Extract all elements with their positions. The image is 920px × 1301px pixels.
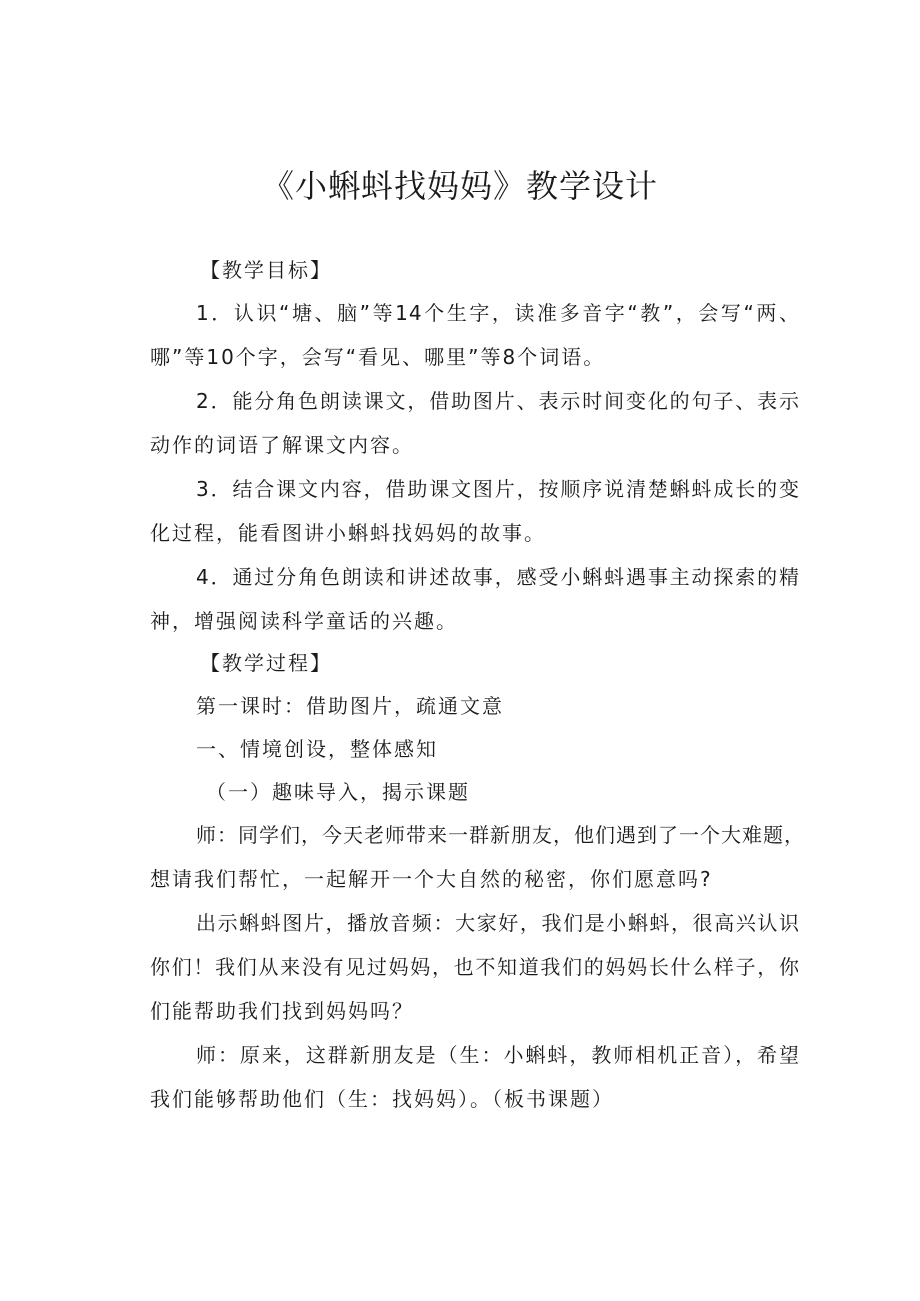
- lesson-heading: 第一课时：借助图片，疏通文意: [196, 694, 504, 718]
- paragraph-2-line-3: 们能帮助我们找到妈妈吗？: [150, 999, 414, 1023]
- subpart-heading: （一）趣味导入，揭示课题: [206, 780, 470, 804]
- paragraph-1-line-2: 想请我们帮忙，一起解开一个大自然的秘密，你们愿意吗?: [150, 867, 713, 891]
- section-heading-objectives: 【教学目标】: [200, 258, 332, 282]
- objective-1-line-1: 1．认识“塘、脑”等14个生字，读准多音字“教”，会写“两、: [196, 301, 800, 325]
- paragraph-1-line-1: 师：同学们，今天老师带来一群新朋友，他们遇到了一个大难题，: [196, 823, 805, 847]
- objective-1-line-2: 哪”等10个字，会写“看见、哪里”等8个词语。: [150, 345, 606, 369]
- objective-4-line-1: 4．通过分角色朗读和讲述故事，感受小蝌蚪遇事主动探索的精: [196, 565, 800, 589]
- paragraph-2-line-1: 出示蝌蚪图片，播放音频：大家好，我们是小蝌蚪，很高兴认识: [196, 911, 800, 935]
- paragraph-3-line-2: 我们能够帮助他们（生：找妈妈）。（板书课题）: [150, 1087, 614, 1111]
- paragraph-2-line-2: 你们！我们从来没有见过妈妈，也不知道我们的妈妈长什么样子，你: [150, 955, 800, 979]
- section-heading-process: 【教学过程】: [200, 651, 332, 675]
- objective-2-line-2: 动作的词语了解课文内容。: [150, 433, 414, 457]
- objective-4-line-2: 神，增强阅读科学童话的兴趣。: [150, 609, 458, 633]
- objective-2-line-1: 2．能分角色朗读课文，借助图片、表示时间变化的句子、表示: [196, 389, 800, 413]
- objective-3-line-2: 化过程，能看图讲小蝌蚪找妈妈的故事。: [150, 521, 546, 545]
- objective-3-line-1: 3．结合课文内容，借助课文图片，按顺序说清楚蝌蚪成长的变: [196, 477, 800, 501]
- part-heading: 一、情境创设，整体感知: [196, 737, 438, 761]
- document-title: 《小蝌蚪找妈妈》教学设计: [261, 167, 658, 205]
- paragraph-3-line-1: 师：原来，这群新朋友是（生：小蝌蚪，教师相机正音），希望: [196, 1043, 800, 1067]
